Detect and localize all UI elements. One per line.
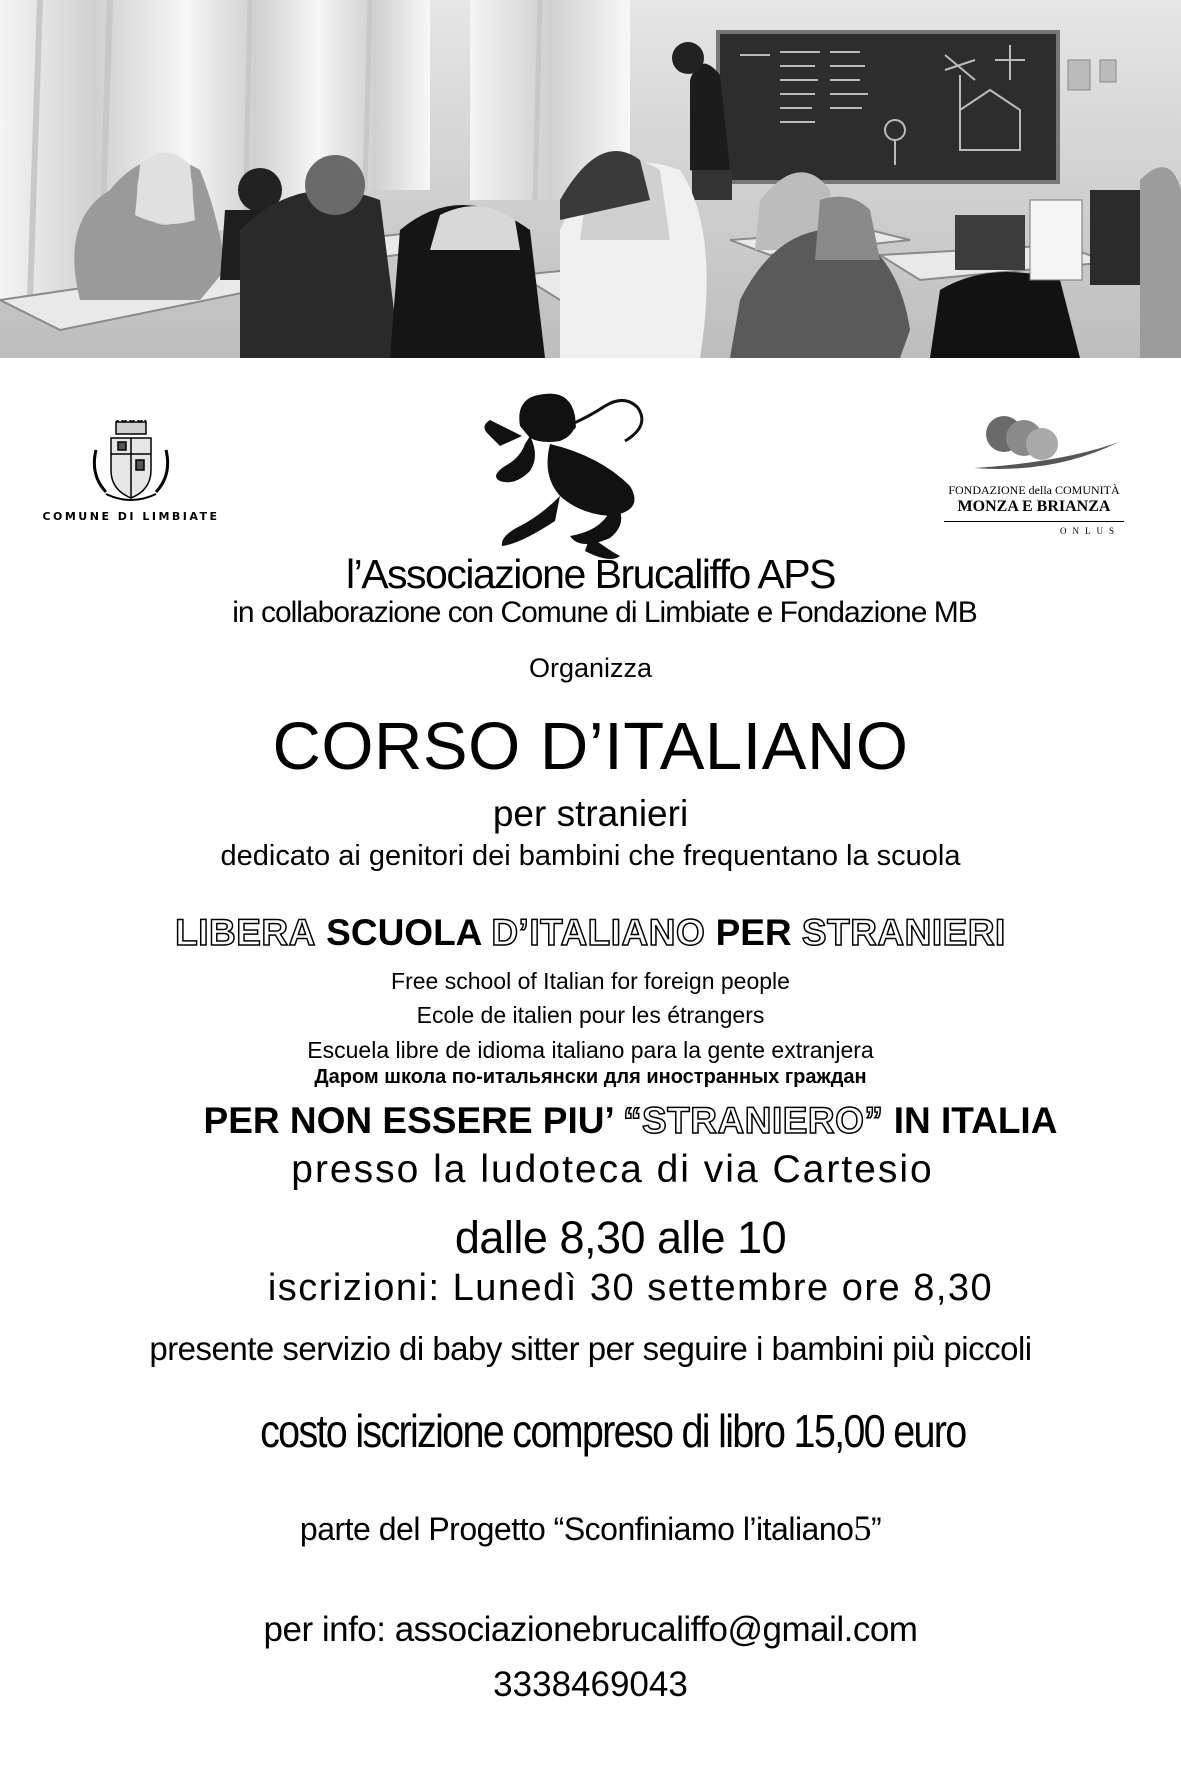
school-word-scuola: SCUOLA [326, 912, 482, 953]
school-word-per: PER [715, 912, 792, 953]
fondazione-spheres-icon [944, 404, 1124, 474]
slogan-straniero: “STRANIERO” [623, 1100, 884, 1141]
slogan-part3: IN ITALIA [893, 1100, 1058, 1141]
school-word-italiano: D’ITALIANO [491, 912, 706, 953]
slogan-part1: PER NON ESSERE PIU’ [203, 1100, 613, 1141]
association-name: l’Associazione Brucaliffo APS [345, 551, 836, 597]
collaboration-line: in collaborazione con Comune di Limbiate e Fondazione MB [232, 596, 977, 629]
contact-email: per info: associazionebrucaliffo@gmail.com [263, 1610, 918, 1649]
comune-limbiate-caption: COMUNE DI LIMBIATE [42, 510, 220, 523]
babysitter-line: presente servizio di baby sitter per seguire i bambini più piccoli [149, 1330, 1032, 1367]
school-french: Ecole de italien pour les étrangers [416, 1002, 765, 1028]
classroom-photo-image [0, 0, 1181, 358]
school-word-libera: LIBERA [175, 912, 316, 953]
cost-line: costo iscrizione compreso di libro 15,00 euro [260, 1405, 966, 1457]
school-russian: Даром школа по-итальянски для иностранных граждан [314, 1066, 867, 1088]
hours-line: dalle 8,30 alle 10 [454, 1212, 787, 1263]
school-word-stranieri: STRANIERI [801, 912, 1006, 953]
school-english: Free school of Italian for foreign people [391, 968, 790, 994]
fondazione-line2: MONZA E BRIANZA [944, 498, 1124, 522]
classroom-photo [0, 0, 1181, 358]
registration-line: iscrizioni: Lunedì 30 settembre ore 8,30 [267, 1267, 994, 1309]
contact-phone: 3338469043 [493, 1665, 688, 1704]
course-title: CORSO D’ITALIANO [272, 709, 909, 784]
course-subtitle: per stranieri [492, 793, 689, 834]
school-name [0, 912, 1181, 954]
project-suffix: ” [870, 1511, 882, 1547]
fondazione-line3: ONLUS [1059, 526, 1120, 536]
course-dedication: dedicato ai genitori dei bambini che frequentano la scuola [220, 840, 961, 872]
project-line [0, 1507, 1181, 1549]
slogan [0, 1100, 1181, 1142]
project-number: 5 [853, 1508, 871, 1548]
school-spanish: Escuela libre de idioma italiano para la gente extranjera [307, 1037, 874, 1063]
project-prefix: parte del Progetto “Sconfiniamo l’italiano [299, 1511, 854, 1547]
fondazione-mb-logo [944, 404, 1124, 536]
comune-limbiate-logo [36, 420, 226, 523]
location-line: presso la ludoteca di via Cartesio [291, 1148, 934, 1191]
coat-of-arms-icon [86, 420, 176, 504]
fondazione-line1: FONDAZIONE della COMUNITÀ [948, 483, 1120, 497]
organizza-label: Organizza [528, 653, 653, 683]
caterpillar-silhouette-icon [460, 386, 690, 576]
